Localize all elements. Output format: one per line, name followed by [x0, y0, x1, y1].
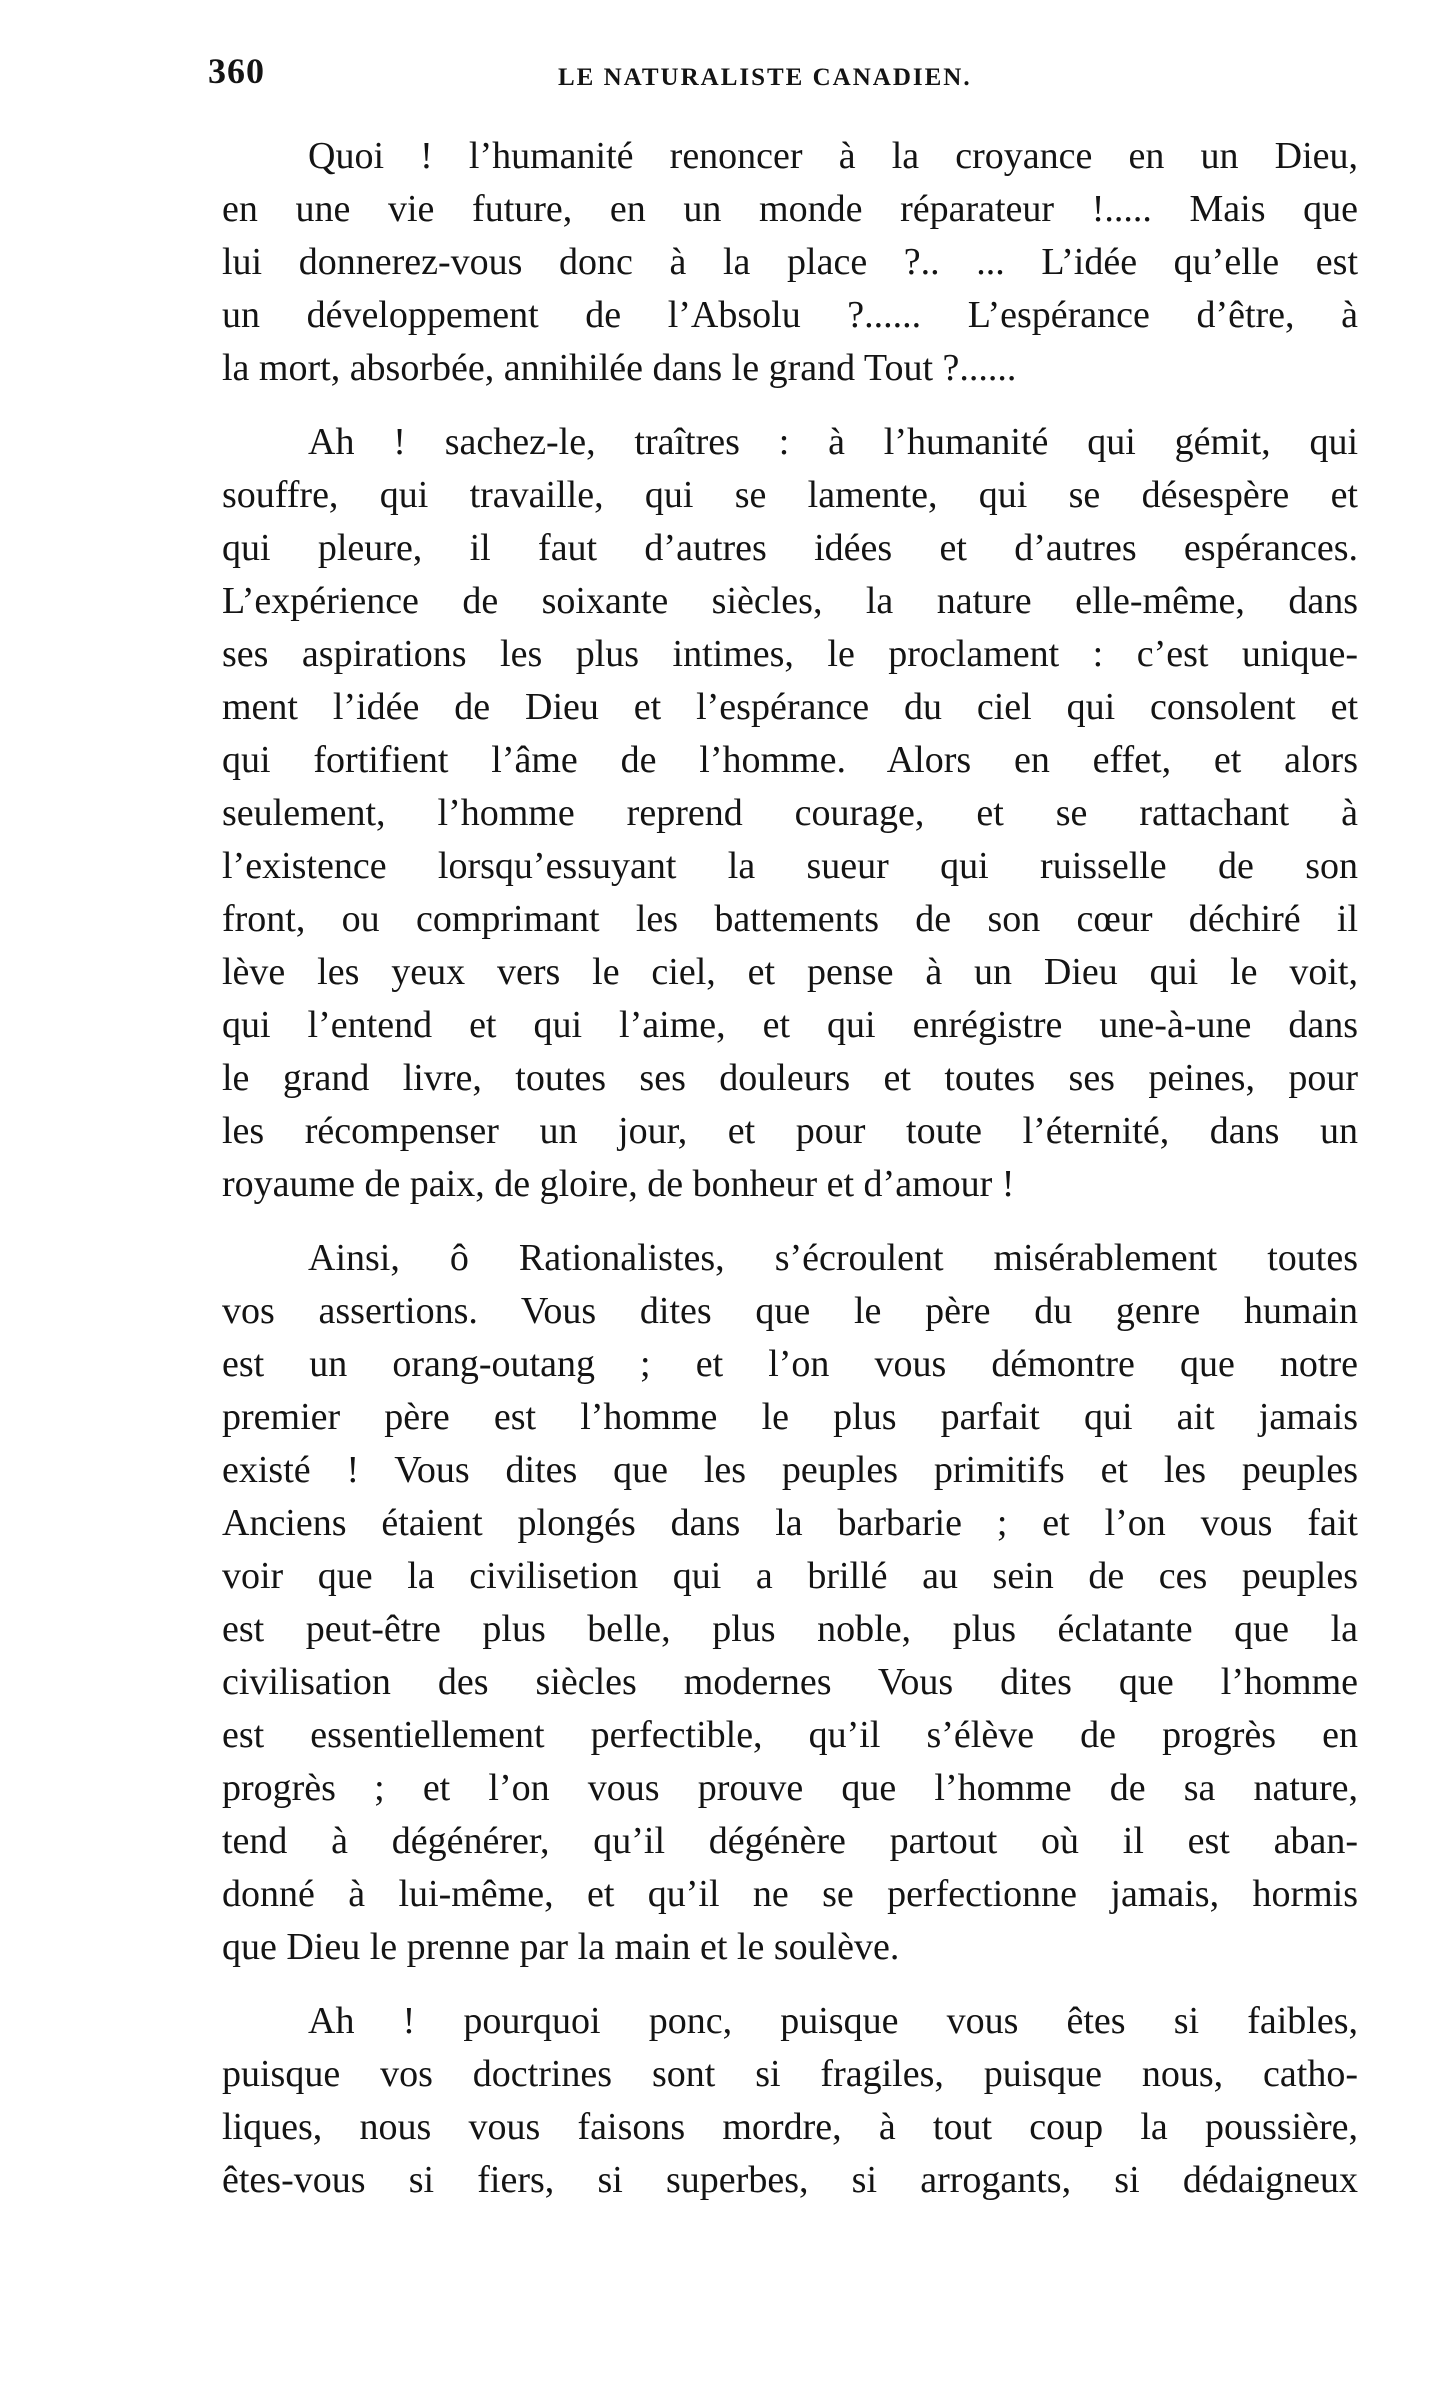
text-line: puisque vos doctrines sont si fragiles, puisque nous, catho-	[222, 2053, 1358, 2095]
text-line: en une vie future, en un monde réparateur !..... Mais que	[222, 188, 1358, 230]
text-line: donné à lui-même, et qu’il ne se perfectionne jamais, hormis	[222, 1873, 1358, 1915]
text-line: premier père est l’homme le plus parfait qui ait jamais	[222, 1396, 1358, 1438]
text-line: liques, nous vous faisons mordre, à tout coup la poussière,	[222, 2106, 1358, 2148]
text-line: Ah ! pourquoi ponc, puisque vous êtes si faibles,	[308, 2000, 1358, 2042]
text-line: les récompenser un jour, et pour toute l’éternité, dans un	[222, 1110, 1358, 1152]
text-line: civilisation des siècles modernes Vous dites que l’homme	[222, 1661, 1358, 1703]
text-line: seulement, l’homme reprend courage, et se rattachant à	[222, 792, 1358, 834]
text-line: progrès ; et l’on vous prouve que l’homme de sa nature,	[222, 1767, 1358, 1809]
text-line: front, ou comprimant les battements de son cœur déchiré il	[222, 898, 1358, 940]
paragraph	[222, 1995, 1358, 2207]
text-line: êtes-vous si fiers, si superbes, si arrogants, si dédaigneux	[222, 2159, 1358, 2201]
text-line: un développement de l’Absolu ?...... L’espérance d’être, à	[222, 294, 1358, 336]
text-line: est un orang-outang ; et l’on vous démontre que notre	[222, 1343, 1358, 1385]
text-line: existé ! Vous dites que les peuples primitifs et les peuples	[222, 1449, 1358, 1491]
text-line: qui l’entend et qui l’aime, et qui enrégistre une-à-une dans	[222, 1004, 1358, 1046]
body-text	[222, 130, 1358, 2228]
text-line: Quoi ! l’humanité renoncer à la croyance en un Dieu,	[308, 135, 1358, 177]
page-header	[208, 50, 1368, 100]
text-line: le grand livre, toutes ses douleurs et toutes ses peines, pour	[222, 1057, 1358, 1099]
text-line: L’expérience de soixante siècles, la nature elle-même, dans	[222, 580, 1358, 622]
text-line: est peut-être plus belle, plus noble, plus éclatante que la	[222, 1608, 1358, 1650]
paragraph	[222, 1232, 1358, 1974]
text-line: royaume de paix, de gloire, de bonheur et d’amour !	[222, 1163, 1015, 1205]
text-line: ment l’idée de Dieu et l’espérance du ciel qui consolent et	[222, 686, 1358, 728]
text-line: souffre, qui travaille, qui se lamente, qui se désespère et	[222, 474, 1358, 516]
text-line: ses aspirations les plus intimes, le proclament : c’est unique-	[222, 633, 1358, 675]
text-line: Ainsi, ô Rationalistes, s’écroulent misérablement toutes	[308, 1237, 1358, 1279]
text-line: la mort, absorbée, annihilée dans le grand Tout ?......	[222, 347, 1017, 389]
text-line: lui donnerez-vous donc à la place ?.. ... L’idée qu’elle est	[222, 241, 1358, 283]
text-line: Anciens étaient plongés dans la barbarie ; et l’on vous fait	[222, 1502, 1358, 1544]
text-line: lève les yeux vers le ciel, et pense à un Dieu qui le voit,	[222, 951, 1358, 993]
text-line: est essentiellement perfectible, qu’il s’élève de progrès en	[222, 1714, 1358, 1756]
running-title: LE NATURALISTE CANADIEN.	[558, 64, 972, 91]
text-line: Ah ! sachez-le, traîtres : à l’humanité qui gémit, qui	[308, 421, 1358, 463]
paragraph	[222, 416, 1358, 1211]
text-line: qui fortifient l’âme de l’homme. Alors en effet, et alors	[222, 739, 1358, 781]
page-number: 360	[208, 51, 265, 91]
text-line: qui pleure, il faut d’autres idées et d’autres espérances.	[222, 527, 1358, 569]
text-line: l’existence lorsqu’essuyant la sueur qui ruisselle de son	[222, 845, 1358, 887]
text-line: que Dieu le prenne par la main et le soulève.	[222, 1926, 900, 1968]
text-line: tend à dégénérer, qu’il dégénère partout où il est aban-	[222, 1820, 1358, 1862]
text-line: vos assertions. Vous dites que le père du genre humain	[222, 1290, 1358, 1332]
text-line: voir que la civilisetion qui a brillé au sein de ces peuples	[222, 1555, 1358, 1597]
paragraph	[222, 130, 1358, 395]
